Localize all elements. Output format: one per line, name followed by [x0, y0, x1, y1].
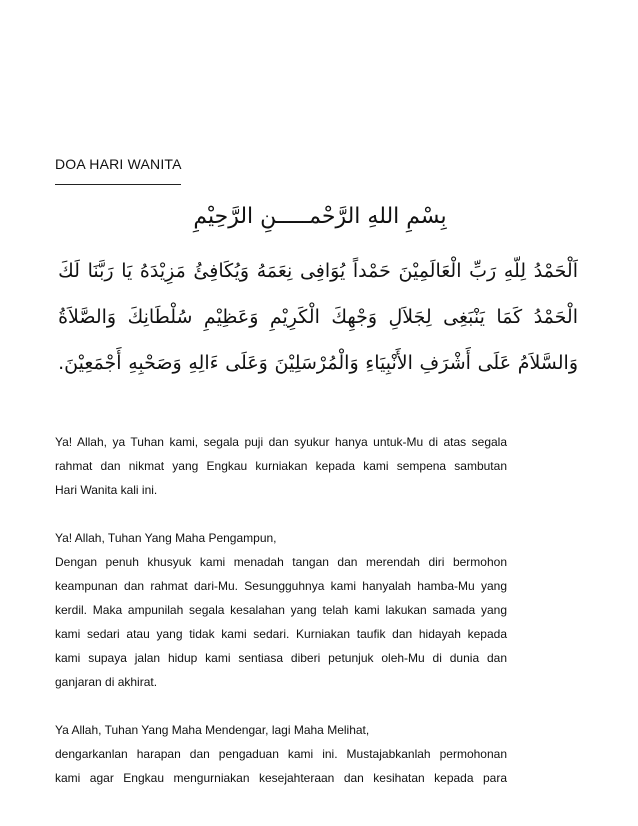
arabic-word: وَعَلَى — [225, 352, 268, 374]
arabic-word: حَمْداً — [352, 260, 391, 282]
prayer-body — [55, 430, 507, 814]
text-line: Ya Allah, Tuhan Yang Maha Mendengar, lagi Maha Melihat, — [55, 723, 370, 737]
arabic-word: لَكَ — [58, 260, 80, 282]
arabic-prayer-block — [58, 248, 578, 386]
paragraph — [55, 718, 507, 790]
arabic-word: رَبِّ — [469, 260, 497, 282]
text-line: Ya! Allah, Tuhan Yang Maha Pengampun, — [55, 531, 277, 545]
paragraph — [55, 526, 507, 694]
text-line: ganjaran di akhirat. — [55, 675, 158, 689]
arabic-word: وَالْمُرْسَلِيْنَ — [274, 352, 359, 374]
text-line: Dengan penuh khusyuk kami menadah tangan dan merendah diri bermohon — [55, 555, 507, 569]
text-line: Hari Wanita kali ini. — [55, 483, 158, 497]
text-line: kerdil. Maka ampunilah segala kesalahan yang telah kami lakukan samada yang — [55, 603, 507, 617]
arabic-word: وَجْهِكَ — [331, 306, 378, 328]
arabic-word: نِعَمَهُ — [256, 260, 293, 282]
arabic-word: الأَنْبِيَاءِ — [365, 352, 413, 374]
arabic-word: سُلْطَانِكَ — [127, 306, 193, 328]
arabic-word: وَيُكَافِئُ — [193, 260, 250, 282]
arabic-word: ءَالِهِ — [188, 352, 219, 374]
arabic-word: لِلّهِ — [503, 260, 527, 282]
text-line: Ya! Allah, ya Tuhan kami, segala puji dan syukur hanya untuk-Mu di atas segala — [55, 435, 507, 449]
arabic-word: الْكَرِيْمِ — [269, 306, 320, 328]
arabic-word: عَلَى — [477, 352, 512, 374]
arabic-word: أَجْمَعِيْنَ. — [58, 352, 122, 374]
paragraph — [55, 430, 507, 502]
basmalah-heading: بِسْمِ اللهِ الرَّحْمـــــنِ الرَّحِيْمِ — [193, 204, 447, 229]
arabic-word: وَعَظِيْمِ — [203, 306, 259, 328]
arabic-word: لِجَلاَلِ — [388, 306, 432, 328]
title-underline — [55, 184, 181, 185]
arabic-word: اَلْحَمْدُ — [533, 260, 578, 282]
text-line: rahmat dan nikmat yang Engkau kurniakan kepada kami sempena sambutan — [55, 459, 507, 473]
text-line: kami supaya jalan hidup kami sentiasa diberi petunjuk oleh-Mu di dunia dan — [55, 651, 507, 665]
arabic-line — [58, 248, 578, 294]
document-title: DOA HARI WANITA — [55, 156, 182, 172]
arabic-word: يُوَافِى — [299, 260, 346, 282]
arabic-word: وَالصَّلاَةُ — [58, 306, 117, 328]
arabic-word: الْحَمْدُ — [533, 306, 578, 328]
arabic-word: أَشْرَفِ — [419, 352, 471, 374]
text-line: kami agar Engkau mengurniakan kesejahteraan dan kesihatan kepada para — [55, 771, 507, 785]
arabic-word: وَالسَّلاَمُ — [517, 352, 578, 374]
text-line: keampunan dan rahmat dari-Mu. Sesungguhnya kami hanyalah hamba-Mu yang — [55, 579, 507, 593]
text-line: kami sedari atau yang tidak kami sedari. Kurniakan taufik dan hidayah kepada — [55, 627, 507, 641]
arabic-line — [58, 340, 578, 386]
arabic-word: رَبَّنَا — [87, 260, 114, 282]
arabic-line — [58, 294, 578, 340]
arabic-word: مَزِيْدَهُ — [139, 260, 186, 282]
arabic-word: يَنْبَغِى — [443, 306, 485, 328]
arabic-word: وَصَحْبِهِ — [128, 352, 182, 374]
arabic-word: الْعَالَمِيْنَ — [398, 260, 462, 282]
arabic-word: كَمَا — [496, 306, 523, 328]
text-line: dengarkanlan harapan dan pengaduan kami ini. Mustajabkanlah permohonan — [55, 747, 507, 761]
arabic-word: يَا — [121, 260, 133, 282]
